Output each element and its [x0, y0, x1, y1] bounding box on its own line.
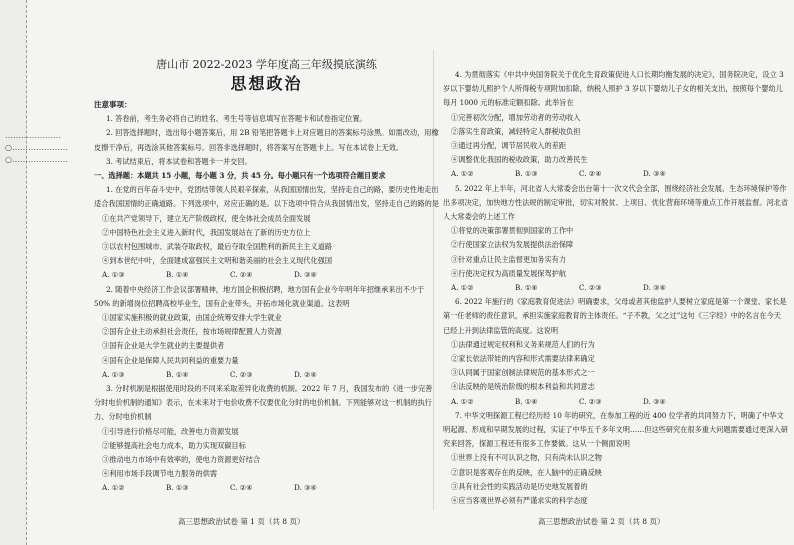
- answer-choice: B. ①③: [515, 169, 538, 179]
- question-item: [443, 182, 788, 296]
- question-option: ③国有企业是大学生就业的主要提供者: [102, 341, 225, 351]
- question-stem: 4. 为贯彻落实《中共中央国务院关于优化生育政策促进人口长期均衡发展的决定》，国务院决定，设立 3 岁以下婴幼儿照护个人所得税专项附加扣除，纳税人照护 3 岁以下婴幼儿子女的相关支出，按照每个婴幼儿每月 1000 元的标准定额扣除。此举旨在: [443, 70, 784, 108]
- question-stem: 2. 随着中央经济工作会议部署精神，地方国企积极招聘，地方国有企业今年明年年招继承来出不少于 50% 的新增岗位招聘高校毕业生，国有企业带头，开拓市场化就业渠道。这表明: [94, 284, 425, 308]
- notice-item-3: 3. 考试结束后，将本试卷和答题卡一并交回。: [106, 156, 252, 166]
- answer-choice: C. ②④: [579, 169, 602, 179]
- question-option: ②国有企业主动承担社会责任，按市场规律配置人力资源: [102, 327, 282, 337]
- page-footer-right: 高三思想政治试卷 第 2 页（共 8 页）: [538, 517, 665, 526]
- answer-choice: D. ③④: [643, 169, 666, 179]
- answer-choice: D. ③④: [643, 283, 666, 293]
- question-option: ③认同属于国家创制法律规范的基本形式之一: [451, 368, 595, 378]
- question-stem: 5. 2022 年上半年，河北省人大常委会出台第十一次文代会全部，围绕经济社会发展、生态环境保护等作出多项决定，加快地方性法规的制定审批，切实对脱贫、上项目、优化营商环境等重点工作开展监督。河北省人大常委会的上述工作: [443, 183, 789, 222]
- question-item: [443, 68, 788, 182]
- question-option: ③通过再分配，调节居民收入的差距: [451, 141, 567, 151]
- question-option: ②行使国家立法权为发展提供法治保障: [451, 240, 574, 250]
- notice-item-2: 2. 回答选择题时，选出每小题答案后，用 2B 铅笔把答题卡上对应题目的答案标号涂黑。如需改动，用橡皮擦干净后，再选涂其他答案标号。回答非选择题时，将答案写在答题卡上。写在本试卷上无效。: [94, 128, 439, 152]
- question-option: ①完善初次分配，增加劳动者的劳动收入: [451, 112, 581, 122]
- notice-item-1: 1. 答卷前，考生务必将自己的姓名、考生号等信息填写在答题卡和试卷指定位置。: [106, 114, 367, 124]
- question-option: ④国有企业是保障人民共同利益的重要力量: [102, 355, 239, 365]
- question-option: ④利用市场手段调节电力服务的供需: [102, 469, 218, 479]
- question-option: ①国家实施积极的就业政策，由国企统筹安排大学生就业: [102, 313, 282, 323]
- answer-choices: [443, 395, 788, 409]
- question-stem: 6. 2022 年施行的《家庭教育促进法》明确要求，父母或者其他监护人要树立家庭是第一个课堂、家长是第一任老师的责任意识，承担实施家庭教育的主体责任。“子不教，父之过”这句《三字经》中的名言在今天已经上升到法律监管的高度。这说明: [443, 297, 787, 335]
- answer-choice: C. ②④: [230, 270, 253, 280]
- answer-choice: A. ①③: [102, 369, 125, 379]
- question-item: [94, 382, 439, 496]
- question-option: ③推动电力市场中有效率的，使电力资源更好结合: [102, 455, 261, 465]
- question-option: ①引导进行价格尽可能，改善电力资源发展: [102, 426, 239, 436]
- answer-choice: B. ①④: [515, 396, 538, 406]
- question-option: ①世界上没有不可认识之物，只有尚未认识之物: [451, 453, 602, 463]
- question-option: ④法反映的是统治阶级的根本利益和共同意志: [451, 382, 595, 392]
- answer-choice: D. ②④: [294, 369, 317, 379]
- question-list-right: [443, 68, 788, 508]
- question-option: ②家长依法带娃的内容和形式需要法律来确定: [451, 354, 595, 364]
- question-option: ③针对重点让民主监督更加务实有力: [451, 254, 567, 264]
- section-heading: 一、选择题：本题共 15 小题，每小题 3 分，共 45 分。每小题只有一个选项符合题目要求: [94, 171, 386, 181]
- answer-choices: [94, 268, 439, 282]
- answer-choice: A. ①③: [102, 270, 125, 280]
- question-option: ①法律通过规定权利和义务来规范人们的行为: [451, 339, 595, 349]
- notice-heading: 注意事项：: [94, 100, 132, 109]
- answer-choice: C. ②③: [579, 283, 602, 293]
- answer-choice: C. ②③: [579, 396, 602, 406]
- left-column: [94, 58, 439, 496]
- answer-choice: D. ③④: [294, 483, 317, 493]
- question-option: ②落实生育政策，减轻特定人群税收负担: [451, 126, 581, 136]
- question-option: ①将党的决策部署贯彻到国家的工作中: [451, 226, 574, 236]
- question-item: [443, 409, 788, 508]
- answer-choice: A. ①②: [451, 396, 474, 406]
- answer-choice: B. ①④: [166, 270, 189, 280]
- answer-choice: C. ②④: [230, 483, 253, 493]
- question-option: ②中国特色社会主义进入新时代，我国发展站在了新的历史方位上: [102, 227, 311, 237]
- question-stem: 3. 分时机制是根据使用时段的不同来采取差异化收费的机制。2022 年 7 月，我国发布的《进一步完善分时电价机制的通知》表示，在未来对于电价收费不仅要优化分时的电价机制。下列能够对这一机制的执行力、分时电价机制: [94, 384, 433, 422]
- answer-choice: A. ①②: [451, 169, 474, 179]
- question-option: ④调整优化我国的税收政策，助力改善民生: [451, 155, 588, 165]
- answer-choice: B. ①③: [166, 483, 189, 493]
- question-stem: 7. 中华文明探源工程已经历经 10 年的研究，在参加工程的近 400 位学者的共同努力下，明确了中华文明起源、形成和早期发展的过程，实证了中华五千多年文明……但这些研究在很多重大问题需要通过更深入研究来回答，探源工程还有很多工作要做。这从一个侧面说明: [443, 410, 789, 449]
- question-option: ②能够提高社会电力成本，助力实现双碳目标: [102, 440, 246, 450]
- answer-choices: [94, 368, 439, 382]
- question-option: ④行使决定权为高质量发展保驾护航: [451, 268, 567, 278]
- question-option: ④应当客观世界必须有严谨求实的科学态度: [451, 496, 588, 506]
- question-option: ③以农村包围城市、武装夺取政权，最后夺取全国胜利的新民主主义道路: [102, 242, 333, 252]
- answer-choices: [443, 167, 788, 181]
- question-option: ①在共产党领导下，建立无产阶级政权，使全体社会成员全面发展: [102, 213, 311, 223]
- page-footer-left: 高三思想政治试卷 第 1 页（共 8 页）: [178, 517, 305, 526]
- answer-choice: B. ①④: [166, 369, 189, 379]
- question-item: [443, 295, 788, 409]
- answer-choices: [94, 481, 439, 495]
- question-option: ③具有社会性的实践活动是历史地发展着的: [451, 481, 588, 491]
- question-item: [94, 283, 439, 382]
- answer-choice: C. ②③: [230, 369, 253, 379]
- question-item: [94, 183, 439, 282]
- answer-choice: B. ①④: [515, 283, 538, 293]
- right-column: [443, 68, 788, 508]
- question-option: ②意识是客观存在的反映，在人脑中的正确反映: [451, 467, 602, 477]
- question-list-left: [94, 183, 439, 495]
- answer-choice: A. ①②: [102, 483, 125, 493]
- subject-title: 思想政治: [230, 74, 303, 93]
- binding-margin: [0, 0, 68, 545]
- answer-choice: D. ③④: [294, 270, 317, 280]
- question-option: ④到本世纪中叶，全面建成富强民主文明和谐美丽的社会主义现代化强国: [102, 256, 333, 266]
- answer-choices: [443, 281, 788, 295]
- question-stem: 1. 在党的百年奋斗史中，党团结带领人民艰辛探索，从我国国情出发，坚持走自己的路，要历史性地走出适合我国国情的正确道路。下列选项中，对应正确的是。以下选项中符合从我国情出发，坚持走自己的路的是: [94, 185, 440, 209]
- answer-choice: D. ③④: [643, 396, 666, 406]
- binding-line: …………………○…………………○…………………: [5, 131, 68, 164]
- answer-choice: A. ①②: [451, 283, 474, 293]
- exam-title: 唐山市 2022-2023 学年度高三年级摸底演练: [156, 58, 377, 71]
